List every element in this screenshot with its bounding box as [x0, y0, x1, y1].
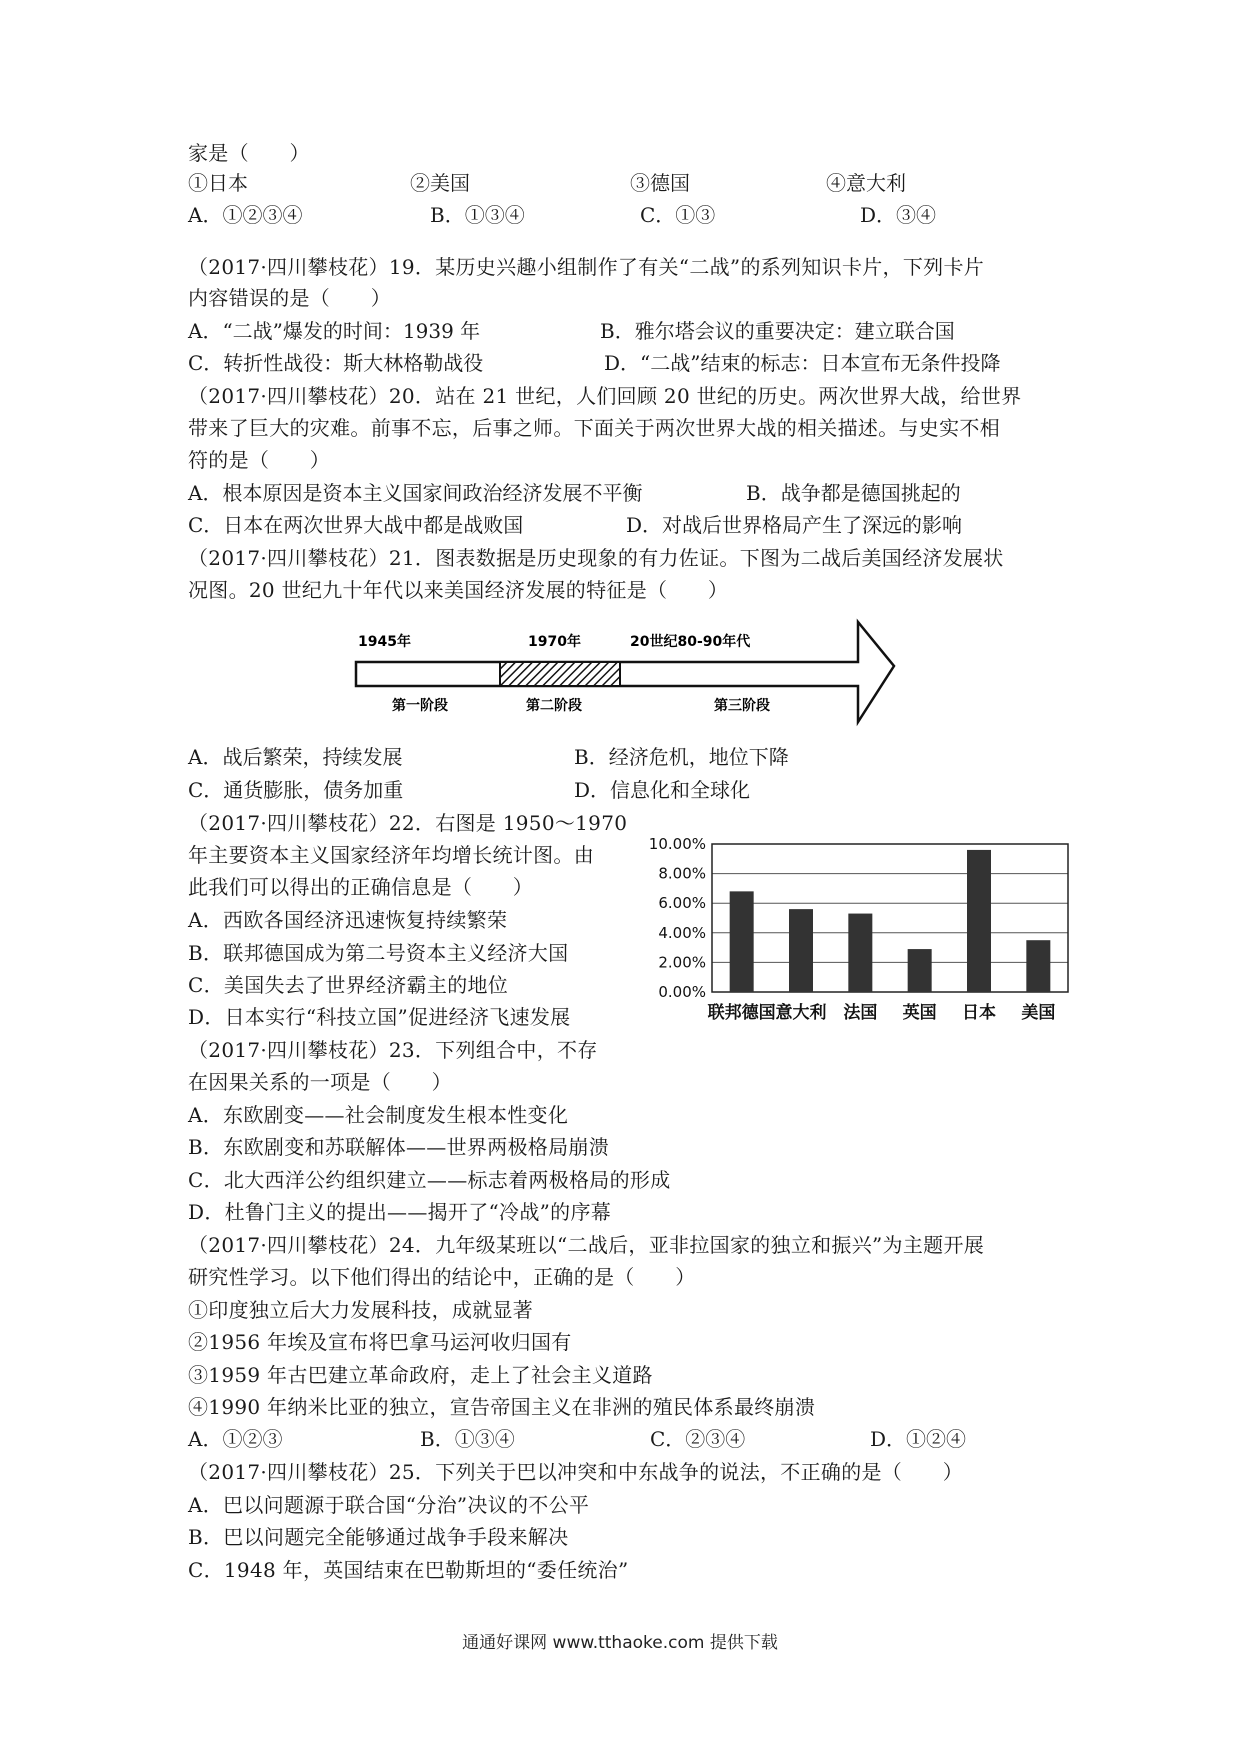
label-1970: 1970年 [528, 634, 581, 650]
question-22-stem: （2017·四川攀枝花）22．右图是 1950～1970 [188, 811, 628, 835]
question-22-stem-cont2: 此我们可以得出的正确信息是（ ） [188, 875, 534, 899]
q21-option-b: B．经济危机，地位下降 [574, 745, 789, 769]
q23-option-d: D．杜鲁门主义的提出——揭开了“冷战”的序幕 [188, 1200, 612, 1224]
label-80-90s: 20世纪80-90年代 [630, 634, 751, 650]
option-b: B．①③④ [430, 203, 525, 227]
question-19-stem: （2017·四川攀枝花）19．某历史兴趣小组制作了有关“二战”的系列知识卡片，下列卡片 [188, 255, 985, 279]
q24-item-1: ①印度独立后大力发展科技，成就显著 [188, 1298, 534, 1322]
bar-美国 [1026, 940, 1050, 992]
x-tick-label: 意大利 [775, 1003, 827, 1023]
q25-option-c: C．1948 年，英国结束在巴勒斯坦的“委任统治” [188, 1558, 629, 1582]
q24-option-c: C．②③④ [650, 1427, 746, 1451]
question-23-stem: （2017·四川攀枝花）23．下列组合中，不存 [188, 1038, 598, 1062]
x-tick-label: 英国 [902, 1003, 937, 1023]
question-20-stem: （2017·四川攀枝花）20．站在 21 世纪，人们回顾 20 世纪的历史。两次世界大战，给世界 [188, 384, 1022, 408]
y-tick-label: 0.00% [658, 983, 706, 1001]
page-footer: 通通好课网 www.tthaoke.com 提供下载 [462, 1633, 778, 1653]
question-21-stem-cont: 况图。20 世纪九十年代以来美国经济发展的特征是（ ） [188, 578, 729, 602]
x-tick-label: 日本 [962, 1003, 996, 1023]
item-3: ③德国 [630, 171, 690, 195]
us-economy-stage-diagram [340, 616, 910, 734]
x-tick-label: 法国 [843, 1003, 878, 1023]
item-1: ①日本 [188, 171, 248, 195]
question-23-stem-cont: 在因果关系的一项是（ ） [188, 1070, 452, 1094]
growth-bar-chart [636, 832, 1076, 1038]
question-19-stem-cont: 内容错误的是（ ） [188, 286, 391, 310]
q19-option-d: D．“二战”结束的标志：日本宣布无条件投降 [604, 351, 1001, 375]
q23-option-b: B．东欧剧变和苏联解体——世界两极格局崩溃 [188, 1135, 609, 1159]
q23-option-a: A．东欧剧变——社会制度发生根本性变化 [188, 1103, 569, 1127]
plot-frame [712, 844, 1068, 992]
q23-option-c: C．北大西洋公约组织建立——标志着两极格局的形成 [188, 1168, 671, 1192]
question-20-stem-cont2: 符的是（ ） [188, 448, 331, 472]
option-c: C．①③ [640, 203, 716, 227]
q24-item-4: ④1990 年纳米比亚的独立，宣告帝国主义在非洲的殖民体系最终崩溃 [188, 1395, 816, 1419]
item-2: ②美国 [410, 171, 470, 195]
q19-option-a: A．“二战”爆发的时间：1939 年 [188, 319, 481, 343]
q19-option-b: B．雅尔塔会议的重要决定：建立联合国 [600, 319, 955, 343]
q21-option-a: A．战后繁荣，持续发展 [188, 745, 403, 769]
q24-item-3: ③1959 年古巴建立革命政府，走上了社会主义道路 [188, 1363, 653, 1387]
q21-option-c: C．通货膨胀，债务加重 [188, 778, 404, 802]
q25-option-b: B．巴以问题完全能够通过战争手段来解决 [188, 1525, 569, 1549]
q20-option-d: D．对战后世界格局产生了深远的影响 [626, 513, 963, 537]
q25-option-a: A．巴以问题源于联合国“分治”决议的不公平 [188, 1493, 590, 1517]
stage-2-hatched-segment [500, 662, 620, 686]
q22-option-a: A．西欧各国经济迅速恢复持续繁荣 [188, 908, 508, 932]
q22-option-c: C．美国失去了世界经济霸主的地位 [188, 973, 509, 997]
q19-option-c: C．转折性战役：斯大林格勒战役 [188, 351, 484, 375]
bar-日本 [967, 850, 991, 992]
option-d: D．③④ [860, 203, 937, 227]
question-22-stem-cont: 年主要资本主义国家经济年均增长统计图。由 [188, 843, 594, 867]
q24-item-2: ②1956 年埃及宣布将巴拿马运河收归国有 [188, 1330, 572, 1354]
q22-option-b: B．联邦德国成为第二号资本主义经济大国 [188, 941, 569, 965]
y-tick-label: 10.00% [648, 835, 706, 853]
question-fragment: 家是（ ） [188, 141, 310, 165]
option-a: A．①②③④ [188, 203, 303, 227]
question-24-stem: （2017·四川攀枝花）24．九年级某班以“二战后，亚非拉国家的独立和振兴”为主题开展 [188, 1233, 985, 1257]
stage-1-label: 第一阶段 [392, 698, 448, 714]
q20-option-b: B．战争都是德国挑起的 [746, 481, 961, 505]
q22-option-d: D．日本实行“科技立国”促进经济飞速发展 [188, 1005, 571, 1029]
y-tick-label: 4.00% [658, 923, 706, 942]
q20-option-c: C．日本在两次世界大战中都是战败国 [188, 513, 524, 537]
question-21-stem: （2017·四川攀枝花）21．图表数据是历史现象的有力佐证。下图为二战后美国经济发展状 [188, 546, 1004, 570]
y-tick-label: 8.00% [658, 864, 706, 883]
x-tick-label: 联邦德国 [707, 1003, 776, 1023]
y-tick-label: 2.00% [658, 953, 706, 972]
bar-意大利 [789, 909, 813, 992]
item-4: ④意大利 [826, 171, 906, 195]
question-24-stem-cont: 研究性学习。以下他们得出的结论中，正确的是（ ） [188, 1265, 696, 1289]
q24-option-a: A．①②③ [188, 1427, 283, 1451]
question-20-stem-cont: 带来了巨大的灾难。前事不忘，后事之师。下面关于两次世界大战的相关描述。与史实不相 [188, 416, 1000, 440]
label-1945: 1945年 [358, 634, 411, 650]
q21-option-d: D．信息化和全球化 [574, 778, 751, 802]
x-tick-label: 美国 [1021, 1003, 1056, 1023]
question-25-stem: （2017·四川攀枝花）25．下列关于巴以冲突和中东战争的说法，不正确的是（ ） [188, 1460, 964, 1484]
q20-option-a: A．根本原因是资本主义国家间政治经济发展不平衡 [188, 481, 643, 505]
q24-option-d: D．①②④ [870, 1427, 967, 1451]
bar-法国 [848, 914, 872, 992]
q24-option-b: B．①③④ [420, 1427, 515, 1451]
bar-联邦德国 [730, 891, 754, 992]
stage-2-label: 第二阶段 [526, 698, 582, 714]
y-tick-label: 6.00% [658, 894, 706, 913]
bar-英国 [908, 949, 932, 992]
stage-3-label: 第三阶段 [714, 698, 770, 714]
